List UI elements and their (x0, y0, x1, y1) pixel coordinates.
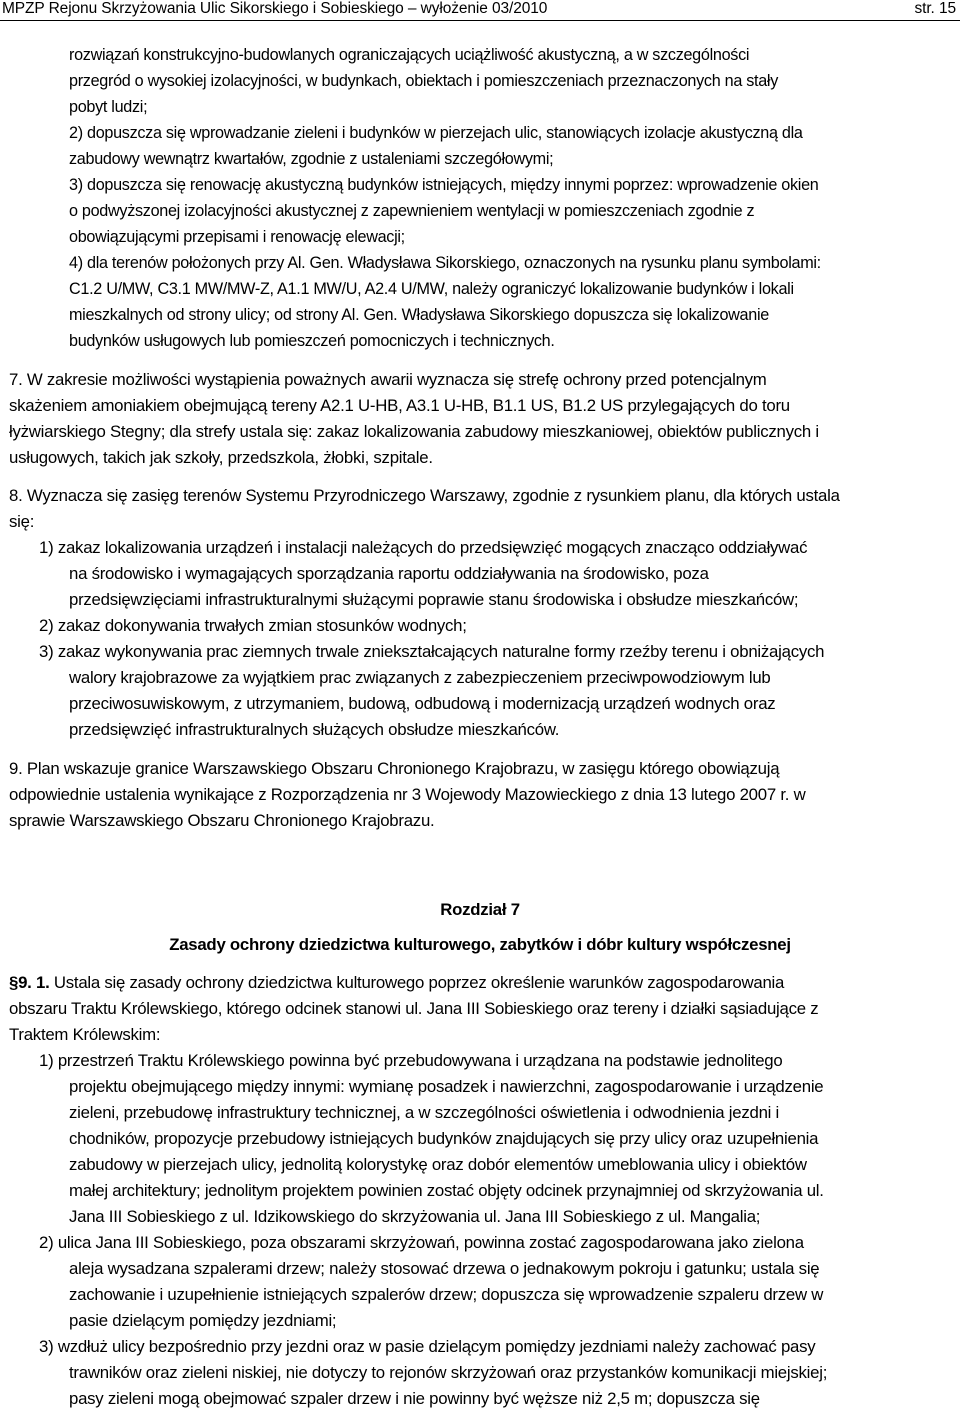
text-line: na środowisko i wymagających sporządzania raportu oddziaływania na środowisko, poza (69, 564, 709, 583)
text-line: 1) przestrzeń Traktu Królewskiego powinna być przebudowywana i urządzana na podstawie jednolitego (39, 1051, 783, 1070)
text-line: przedsięwzięciami infrastrukturalnymi służącymi poprawie stanu środowiska i obsłudze mieszkańców; (69, 590, 799, 609)
text-line: 3) dopuszcza się renowację akustyczną budynków istniejących, między innymi poprzez: wprowadzenie okien (69, 176, 819, 194)
text-line: walory krajobrazowe za wyjątkiem prac związanych z zabezpieczeniem przeciwpowodziowym lub (69, 668, 771, 687)
text-line: 3) zakaz wykonywania prac ziemnych trwale zniekształcających naturalne formy rzeźby terenu i obniżających (39, 642, 825, 661)
text-line: budynków usługowych lub pomieszczeń pomocniczych i technicznych. (69, 332, 555, 350)
chapter-subtitle: Zasady ochrony dziedzictwa kulturowego, zabytków i dóbr kultury współczesnej (169, 935, 791, 954)
text-line: rozwiązań konstrukcyjno-budowlanych ograniczających uciążliwość akustyczną, a w szczególności (69, 46, 750, 64)
text-line: się: (9, 512, 35, 531)
text-line: 2) dopuszcza się wprowadzanie zieleni i budynków w pierzejach ulic, stanowiących izolacje akustyczną dla (69, 124, 803, 142)
text-line: zieleni, przebudowę infrastruktury technicznej, a w szczególności oświetlenia i odwodnienia jezdni i (69, 1103, 780, 1122)
text-line: usługowych, takich jak szkoły, przedszkola, żłobki, szpitale. (9, 448, 433, 467)
text-line: 7. W zakresie możliwości wystąpienia poważnych awarii wyznacza się strefę ochrony przed potencjalnym (9, 370, 767, 389)
text-line: aleja wysadzana szpalerami drzew; należy stosować drzewa o jednakowym pokroju i gatunku; ustala się (69, 1259, 820, 1278)
text-line: odpowiednie ustalenia wynikające z Rozporządzenia nr 3 Wojewody Mazowieckiego z dnia 13 lutego 2007 r. w (9, 785, 806, 804)
text-line: mieszkalnych od strony ulicy; od strony Al. Gen. Władysława Sikorskiego dopuszcza się lokalizowanie (69, 306, 769, 324)
text-line: obszaru Traktu Królewskiego, którego odcinek stanowi ul. Jana III Sobieskiego oraz tereny i działki sąsiadujące z (9, 999, 819, 1018)
document-title: MPZP Rejonu Skrzyżowania Ulic Sikorskiego i Sobieskiego – wyłożenie 03/2010 (2, 0, 548, 17)
text-line: 3) wzdłuż ulicy bezpośrednio przy jezdni oraz w pasie dzielącym pomiędzy jezdniami należy zachować pasy (39, 1337, 816, 1356)
text-line: chodników, propozycje przebudowy istniejących budynków znajdujących się przy ulicy oraz uzupełnienia (69, 1129, 819, 1148)
text-line: Ustala się zasady ochrony dziedzictwa kulturowego poprzez określenie warunków zagospodarowania (49, 973, 785, 992)
text-line: 2) zakaz dokonywania trwałych zmian stosunków wodnych; (39, 616, 467, 635)
text-line: obowiązującymi przepisami i renowację elewacji; (69, 228, 405, 246)
page-number: str. 15 (914, 0, 956, 17)
text-line: Traktem Królewskim: (9, 1025, 161, 1044)
text-line: Jana III Sobieskiego z ul. Idzikowskiego do skrzyżowania ul. Jana III Sobieskiego z ul. Mangalia; (69, 1207, 761, 1226)
text-line: zachowanie i uzupełnienie istniejących szpalerów drzew; dopuszcza się wprowadzenie szpaleru drzew w (69, 1285, 824, 1304)
text-line: pasie dzielącym pomiędzy jezdniami; (69, 1311, 337, 1330)
paragraph-number: §9. 1. (9, 973, 50, 992)
text-line: 8. Wyznacza się zasięg terenów Systemu Przyrodniczego Warszawy, zgodnie z rysunkiem planu, dla których ustala (9, 486, 840, 505)
page-header (0, 0, 960, 21)
text-line: przedsięwzięć infrastrukturalnych służących obsłudze mieszkańców. (69, 720, 560, 739)
text-line: skażeniem amoniakiem obejmującą tereny A2.1 U-HB, A3.1 U-HB, B1.1 US, B1.2 US przylegających do toru (9, 396, 790, 415)
text-line: projektu obejmującego między innymi: wymianę posadzek i nawierzchni, zagospodarowanie i urządzenie (69, 1077, 824, 1096)
paragraph-first-line (9, 971, 784, 995)
text-line: zabudowy w pierzejach ulicy, jednolitą kolorystykę oraz dobór elementów umeblowania ulicy i obiektów (69, 1155, 807, 1174)
text-line: 2) ulica Jana III Sobieskiego, poza obszarami skrzyżowań, powinna zostać zagospodarowana jako zielona (39, 1233, 804, 1252)
text-line: zabudowy wewnątrz kwartałów, zgodnie z ustaleniami szczegółowymi; (69, 150, 554, 168)
text-line: o podwyższonej izolacyjności akustycznej z zapewnieniem wentylacji w pomieszczeniach zgodnie z (69, 202, 755, 220)
text-line: przegród o wysokiej izolacyjności, w budynkach, obiektach i pomieszczeniach przeznaczonych na stały (69, 72, 778, 90)
chapter-heading: Rozdział 7 (440, 900, 520, 919)
text-line: sprawie Warszawskiego Obszaru Chronionego Krajobrazu. (9, 811, 435, 830)
text-line: C1.2 U/MW, C3.1 MW/MW-Z, A1.1 MW/U, A2.4 U/MW, należy ograniczyć lokalizowanie budynków i lokali (69, 280, 794, 298)
text-line: małej architektury; jednolitym projektem powinien zostać objęty odcinek przynajmniej od skrzyżowania ul. (69, 1181, 824, 1200)
text-line: przeciwosuwiskowym, z utrzymaniem, budową, odbudową i modernizacją urządzeń wodnych oraz (69, 694, 776, 713)
text-line: 9. Plan wskazuje granice Warszawskiego Obszaru Chronionego Krajobrazu, w zasięgu którego obowiązują (9, 759, 780, 778)
text-line: 4) dla terenów położonych przy Al. Gen. Władysława Sikorskiego, oznaczonych na rysunku planu symbolami: (69, 254, 821, 272)
text-line: łyżwiarskiego Stegny; dla strefy ustala się: zakaz lokalizowania zabudowy mieszkaniowej, obiektów publicznych i (9, 422, 819, 441)
text-line: pasy zieleni mogą obejmować szpaler drzew i nie powinny być węższe niż 2,5 m; dopuszcza się (69, 1389, 760, 1408)
text-line: pobyt ludzi; (69, 98, 148, 116)
text-line: trawników oraz zieleni niskiej, nie dotyczy to rejonów skrzyżowań oraz przystanków komunikacji miejskiej; (69, 1363, 828, 1382)
text-line: 1) zakaz lokalizowania urządzeń i instalacji należących do przedsięwzięć mogących znacząco oddziaływać (39, 538, 808, 557)
